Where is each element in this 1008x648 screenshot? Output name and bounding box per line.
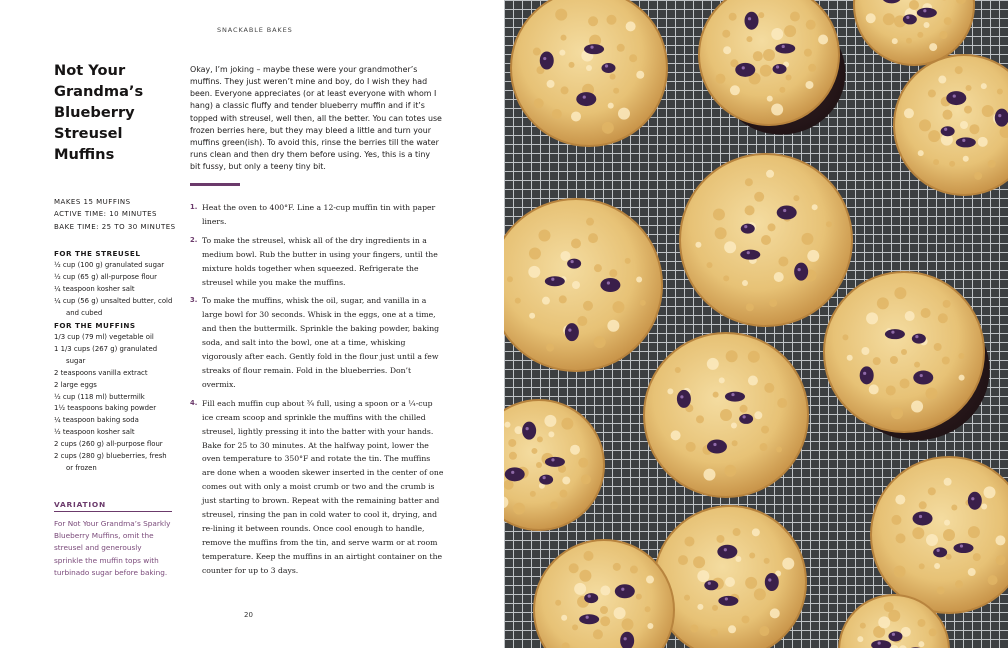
recipe-meta <box>54 196 176 233</box>
step-text: To make the muffins, whisk the oil, sugar, and vanilla in a large bowl for 30 seconds. Whisk in the eggs, one at a time, and then the buttermilk. Sprinkle the baking powder, baking soda, and salt into the bowl, one at a time, whisking vigorously after each. Gently fold in the flour just until a few streaks of flour remain. Fold in the blueberries. Don’t overmix. <box>202 296 440 389</box>
ingredient-item: ¼ teaspoon baking soda <box>54 416 139 425</box>
recipe-title: Not Your Grandma’s Blueberry Streusel Muffins <box>54 62 144 164</box>
step-number: 3. <box>190 296 198 305</box>
muffin-photo-illustration <box>504 0 1008 648</box>
step-text: Heat the oven to 400°F. Line a 12-cup muffin tin with paper liners. <box>202 203 436 226</box>
ingredient-item: ¼ cup (56 g) unsalted butter, cold and cubed <box>54 296 173 317</box>
running-head: SNACKABLE BAKES <box>217 26 293 34</box>
method-step <box>190 201 444 229</box>
step-number: 2. <box>190 235 198 244</box>
ingredient-item: 1 1/3 cups (267 g) granulated sugar <box>54 344 158 365</box>
step-text: Fill each muffin cup about ¾ full, using a spoon or a ¼-cup ice cream scoop and sprinkle the muffins with the chilled streusel, lightly pressing it into the batter with your hands. Bake for 25 to 30 minutes. At the halfway point, lower the oven temperature to 350°F and rotate the tin. The muffins are done when a wooden skewer inserted in the center of one comes out with only a moist crumb or two and the crumb is just starting to brown. Repeat with the remaining batter and streusel, rinsing the pan in cold water to cool it, drying, and re-lining it between rounds. Once cool enough to handle, remove the muffins from the tin, and serve warm or at room temperature. Keep the muffins in an airtight container on the counter for up to 3 days. <box>202 398 444 575</box>
method-step <box>190 397 444 578</box>
ingredient-item: 2 cups (260 g) all-purpose flour <box>54 440 163 449</box>
method-step <box>190 234 444 290</box>
muffin <box>644 333 808 497</box>
variation-heading: VARIATION <box>54 500 172 512</box>
ingredient-item: ½ cup (100 g) granulated sugar <box>54 261 165 269</box>
muffins-heading: FOR THE MUFFINS <box>54 321 136 330</box>
ingredient-item: ½ cup (65 g) all-purpose flour <box>54 272 157 281</box>
page-number: 20 <box>244 611 253 619</box>
step-text: To make the streusel, whisk all of the dry ingredients in a medium bowl. Rub the butter in using your fingers, until the mixture holds together when squeezed. Refrigerate the streusel while you make the muffins. <box>202 235 438 287</box>
step-number: 1. <box>190 203 198 211</box>
active-time: ACTIVE TIME: 10 MINUTES <box>54 210 157 219</box>
method-step <box>190 294 444 391</box>
method-steps <box>190 201 444 583</box>
muffin <box>654 506 806 648</box>
streusel-heading: FOR THE STREUSEL <box>54 249 141 258</box>
ingredient-item: 2 large eggs <box>54 380 97 389</box>
muffin <box>511 0 667 146</box>
ingredient-item: 1½ teaspoons baking powder <box>54 404 157 413</box>
bake-time: BAKE TIME: 25 TO 30 MINUTES <box>54 222 176 231</box>
muffin-ingredients <box>54 320 174 475</box>
muffin-group <box>504 0 1008 648</box>
streusel-ingredients <box>54 248 174 320</box>
ingredient-item: 1/3 cup (79 ml) vegetable oil <box>54 333 154 341</box>
ingredient-item: ½ teaspoon kosher salt <box>54 428 135 437</box>
step-number: 4. <box>190 398 198 407</box>
muffin <box>680 154 852 326</box>
accent-rule <box>190 183 240 186</box>
muffin-photo <box>504 0 1008 648</box>
ingredient-item: 2 cups (280 g) blueberries, fresh or frozen <box>54 452 167 472</box>
muffin <box>504 199 662 371</box>
ingredient-item: ¼ teaspoon kosher salt <box>54 284 135 293</box>
yield: MAKES 15 MUFFINS <box>54 198 131 206</box>
variation-text: For Not Your Grandma’s Sparkly Blueberry Muffins, omit the streusel and generously sprinkle the muffin tops with turbinado sugar before baking. <box>54 519 171 577</box>
intro-paragraph: Okay, I’m joking – maybe these were your grandmother’s muffins. They just weren’t mine and boy, do I wish they had been. Everyone appreciates (or at least everyone with whom I hang) a classic fluffy and tender blueberry muffin and if it’s topped with streusel, well then, all the better. You can totes use frozen berries here, but they may bleed a little and turn your muffins green(ish). To avoid this, rinse the berries till the water runs clean and then dry them before using. Yes, this is a tiny bit fussy, but only a teeny tiny bit. <box>190 65 442 172</box>
ingredient-item: 2 teaspoons vanilla extract <box>54 368 148 377</box>
ingredient-item: ½ cup (118 ml) buttermilk <box>54 392 145 401</box>
